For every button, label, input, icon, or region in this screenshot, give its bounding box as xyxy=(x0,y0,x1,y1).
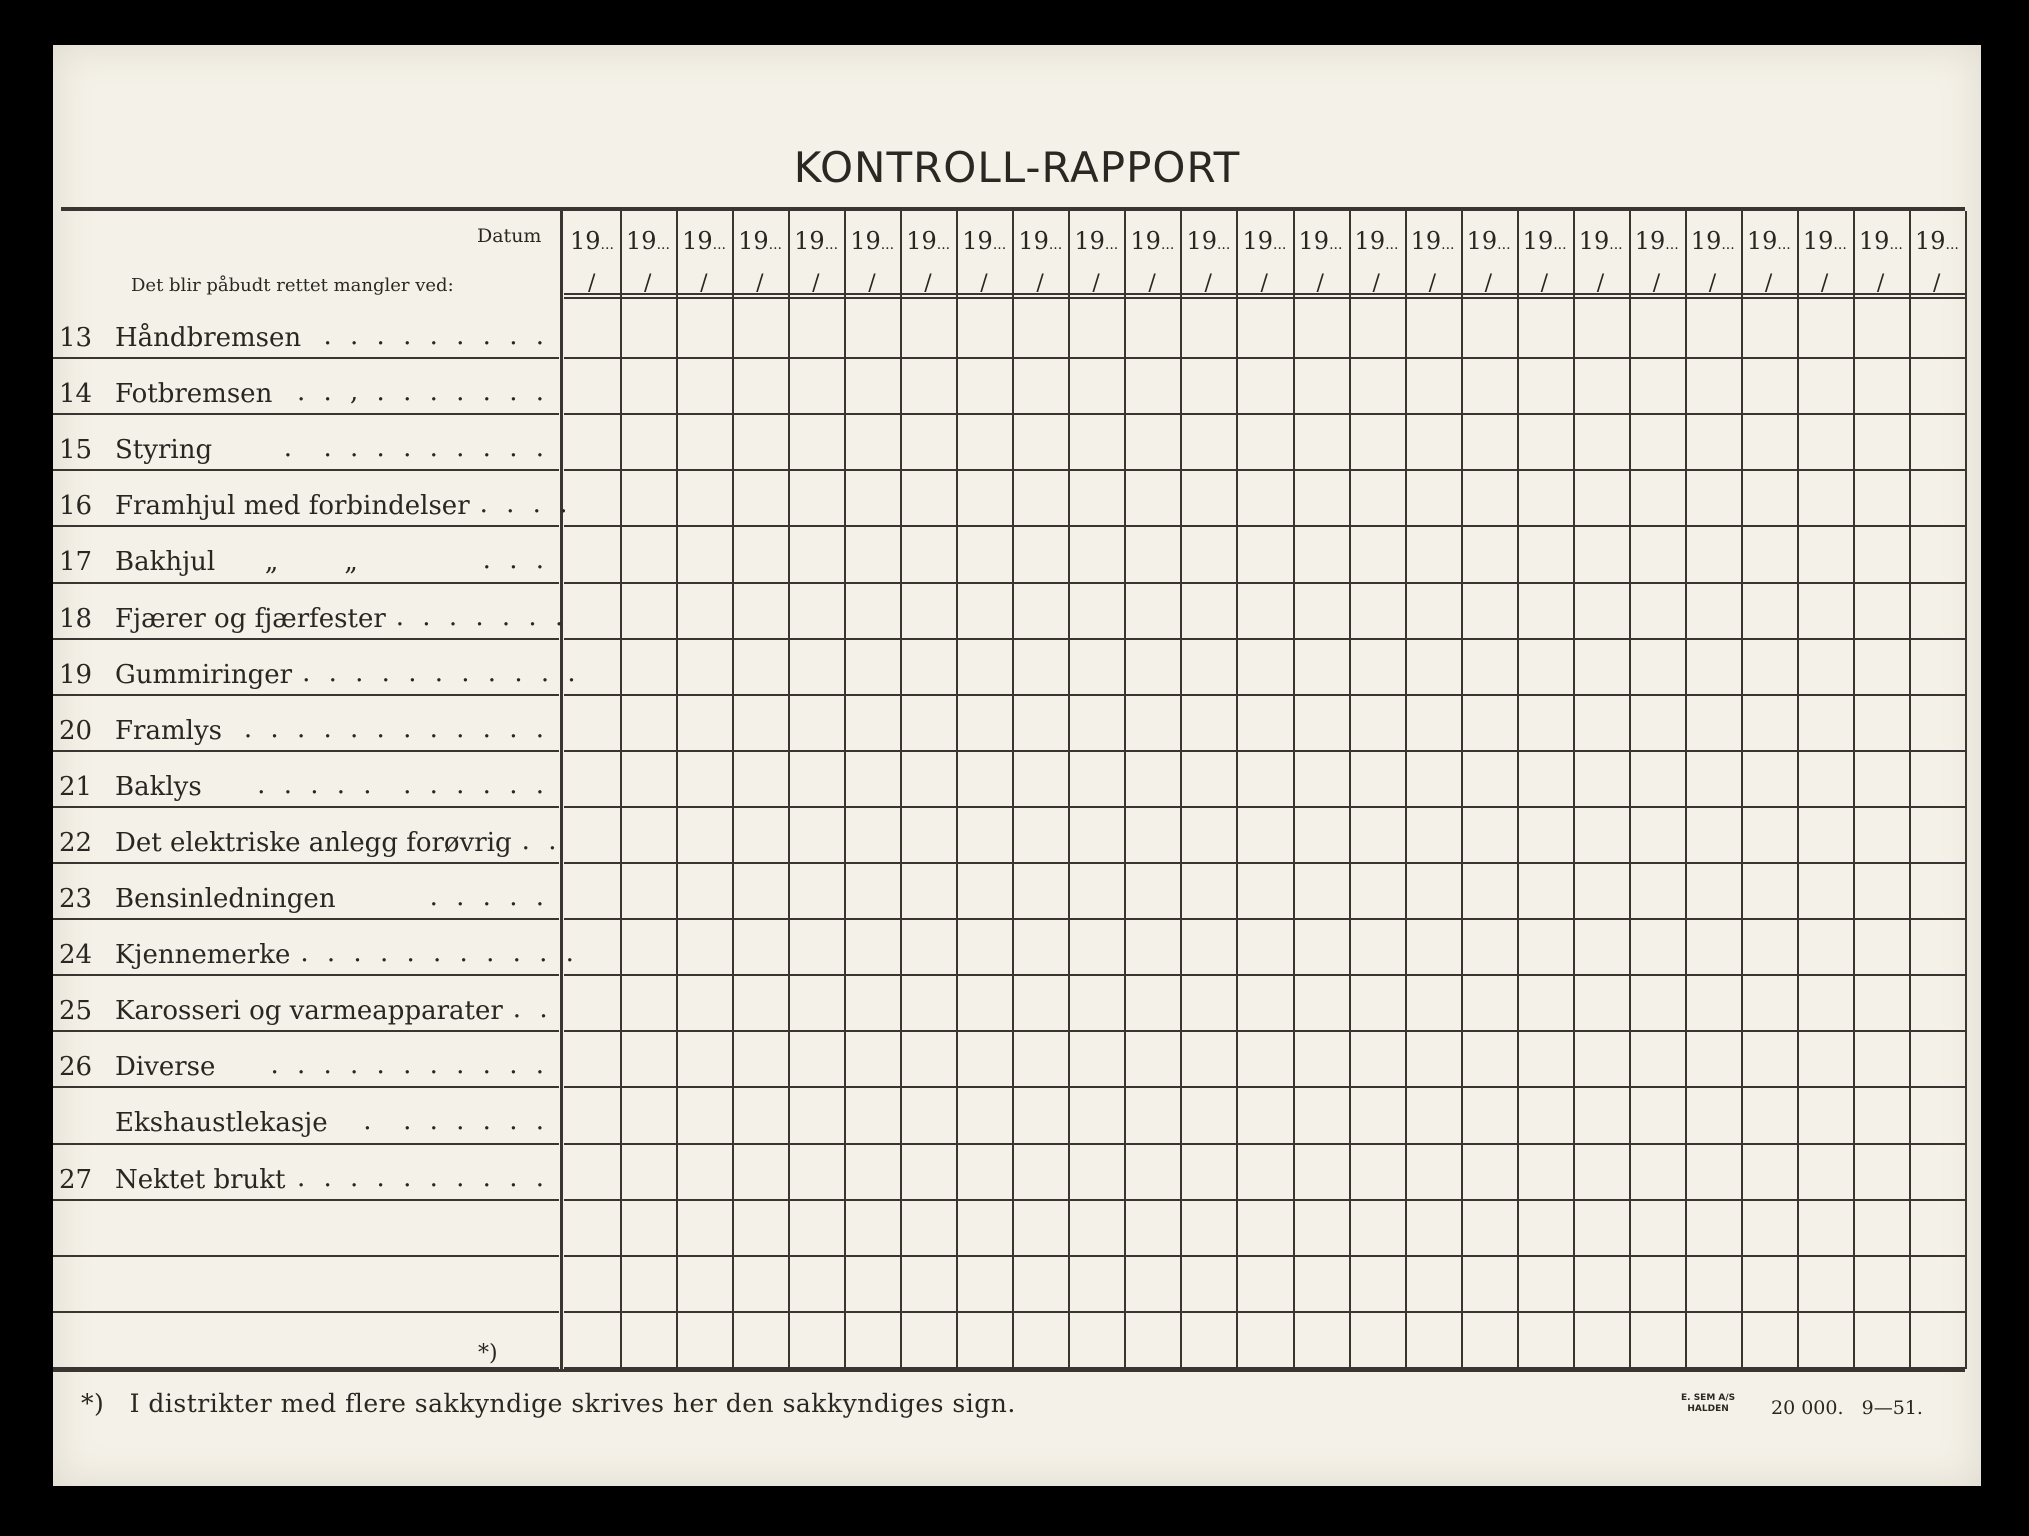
year-prefix: 19 xyxy=(1914,227,1946,255)
date-slash: / xyxy=(644,271,652,296)
year-prefix: 19 xyxy=(1242,227,1274,255)
checklist-row xyxy=(53,808,562,864)
leader-dots: . . . . . . . . . . . xyxy=(257,769,549,800)
footnote: *) I distrikter med flere sakkyndige skrives her den sakkyndiges sign. xyxy=(81,1389,1016,1418)
page-title: KONTROLL-RAPPORT xyxy=(793,143,1241,192)
year-blank: ... xyxy=(824,237,839,253)
year-field xyxy=(1467,227,1511,255)
date-slash: / xyxy=(868,271,876,296)
year-field xyxy=(1018,227,1062,255)
checklist-row xyxy=(53,303,559,359)
year-field xyxy=(1242,227,1286,255)
leader-dots: . . . . . . . . . . xyxy=(296,1162,549,1193)
year-blank: ... xyxy=(1889,237,1903,253)
leader-dots: . . . . . . . . . . . xyxy=(302,657,581,688)
checklist-row xyxy=(53,415,559,471)
grid-column-line xyxy=(676,211,678,1369)
leader-dots: . . . . . . . . . . xyxy=(283,433,549,464)
item-number: 16 xyxy=(59,491,93,522)
grid-column-line xyxy=(620,211,622,1369)
year-blank: ... xyxy=(1441,237,1455,253)
date-slash: / xyxy=(1708,271,1717,296)
date-slash: / xyxy=(1820,271,1829,296)
year-blank: ... xyxy=(1665,237,1679,253)
grid-bottom-rule xyxy=(53,1369,1965,1372)
date-slash: / xyxy=(1204,271,1212,296)
item-label: Karosseri og varmeapparater xyxy=(115,996,503,1027)
grid-row-line xyxy=(564,469,1965,471)
year-blank: ... xyxy=(1945,237,1959,253)
year-field xyxy=(962,227,1006,255)
leader-dots: . . , . . . . . . . xyxy=(296,377,549,408)
checklist-row xyxy=(53,976,559,1032)
item-number: 21 xyxy=(59,771,93,802)
year-field xyxy=(570,227,614,255)
date-slash: / xyxy=(1652,271,1661,296)
grid-row-line xyxy=(564,750,1965,752)
checklist-row xyxy=(53,1257,559,1313)
year-prefix: 19 xyxy=(1690,227,1722,255)
grid-column-line xyxy=(1180,211,1182,1369)
checklist-row xyxy=(53,640,581,696)
year-blank: ... xyxy=(936,237,951,253)
grid-column-line xyxy=(900,211,902,1369)
year-prefix: 19 xyxy=(850,227,881,255)
grid-row-line xyxy=(564,1143,1965,1145)
item-label: Nektet brukt xyxy=(115,1164,286,1195)
year-prefix: 19 xyxy=(682,227,713,255)
header-bottom-rule-2 xyxy=(564,297,1965,299)
checklist-row xyxy=(53,1145,559,1201)
date-slash: / xyxy=(700,271,708,296)
year-field xyxy=(794,227,838,255)
date-slash: / xyxy=(924,271,932,296)
date-slash: / xyxy=(1484,271,1493,296)
item-label: Bakhjul „ „ xyxy=(115,547,358,578)
grid-column-line xyxy=(1909,211,1911,1369)
leader-dots: . . . . . . . . . xyxy=(323,321,549,351)
checklist-row xyxy=(53,584,569,640)
year-prefix: 19 xyxy=(570,227,601,255)
year-prefix: 19 xyxy=(1186,227,1217,255)
leader-dots: . . . . xyxy=(479,489,573,520)
date-slash: / xyxy=(1596,271,1605,296)
year-blank: ... xyxy=(1833,237,1847,253)
year-prefix: 19 xyxy=(1018,227,1049,255)
control-report-card xyxy=(53,45,1981,1486)
year-blank: ... xyxy=(1609,237,1623,253)
grid-column-line xyxy=(1517,211,1519,1369)
year-field xyxy=(1411,227,1455,255)
grid-column-line xyxy=(1124,211,1126,1369)
year-prefix: 19 xyxy=(1522,227,1554,255)
printer-name: E. SEM A/S xyxy=(1681,1393,1736,1403)
grid-row-line xyxy=(564,582,1965,584)
year-prefix: 19 xyxy=(1410,227,1442,255)
grid-column-line xyxy=(1797,211,1799,1369)
year-field xyxy=(1691,227,1735,255)
grid-column-line xyxy=(1573,211,1575,1369)
year-blank: ... xyxy=(656,237,670,253)
year-prefix: 19 xyxy=(906,227,937,255)
checklist-row xyxy=(53,1088,559,1144)
year-prefix: 19 xyxy=(1858,227,1890,255)
year-prefix: 19 xyxy=(1746,227,1778,255)
grid-column-line xyxy=(1293,211,1295,1369)
leader-dots: . . . . . . . . . . . xyxy=(270,1050,549,1081)
grid-row-line xyxy=(564,694,1965,696)
date-slash: / xyxy=(1540,271,1549,296)
grid-column-line xyxy=(1461,211,1463,1369)
year-field xyxy=(1747,227,1791,255)
date-slash: / xyxy=(1372,271,1380,296)
grid-column-line xyxy=(732,211,734,1369)
grid-column-line xyxy=(1685,211,1687,1369)
checklist-row xyxy=(53,864,559,920)
date-slash: / xyxy=(1764,271,1773,296)
date-slash: / xyxy=(588,271,596,296)
year-field xyxy=(1523,227,1567,255)
item-label: Fjærer og fjærfester xyxy=(115,603,386,634)
date-slash: / xyxy=(1036,271,1044,296)
year-blank: ... xyxy=(1216,237,1231,253)
leader-dots: . . . . . xyxy=(429,882,549,912)
year-blank: ... xyxy=(600,237,614,253)
item-label: Bensinledningen xyxy=(115,884,336,914)
year-prefix: 19 xyxy=(1298,227,1330,255)
item-number: 20 xyxy=(59,715,93,746)
checklist-row xyxy=(53,1201,559,1257)
item-label: Ekshaustlekasje xyxy=(115,1108,328,1139)
item-label: Gummiringer xyxy=(115,659,293,690)
year-field xyxy=(1579,227,1623,255)
year-prefix: 19 xyxy=(1634,227,1666,255)
leader-dots: . . . xyxy=(482,545,549,576)
year-prefix: 19 xyxy=(626,227,657,255)
year-field xyxy=(1803,227,1847,255)
item-number: 23 xyxy=(59,884,93,914)
grid-column-line xyxy=(956,211,958,1369)
date-slash: / xyxy=(980,271,988,296)
grid-column-line xyxy=(1236,211,1238,1369)
item-number: 18 xyxy=(59,603,93,634)
grid-row-line xyxy=(564,1086,1965,1088)
grid-row-line xyxy=(564,918,1965,920)
grid-row-line xyxy=(564,413,1965,415)
year-blank: ... xyxy=(1385,237,1399,253)
year-field xyxy=(1635,227,1679,255)
date-slash: / xyxy=(1428,271,1437,296)
year-field xyxy=(626,227,670,255)
grid-row-line xyxy=(564,1030,1965,1032)
year-field xyxy=(1355,227,1399,255)
grid-column-line xyxy=(1853,211,1855,1369)
printer-mark xyxy=(1681,1393,1735,1415)
year-field xyxy=(738,227,782,255)
leader-dots: . . . . . . . xyxy=(395,601,569,632)
year-prefix: 19 xyxy=(794,227,825,255)
year-blank: ... xyxy=(1777,237,1791,253)
checklist-row xyxy=(53,752,559,808)
checklist-row xyxy=(53,359,559,415)
year-blank: ... xyxy=(1104,237,1119,253)
year-blank: ... xyxy=(1160,237,1175,253)
signature-row-marker: *) xyxy=(478,1341,498,1366)
item-label: Framlys xyxy=(115,715,222,746)
grid-row-line xyxy=(564,862,1965,864)
grid-row-line xyxy=(564,1199,1965,1201)
item-number: 19 xyxy=(59,659,93,690)
year-prefix: 19 xyxy=(738,227,769,255)
year-field xyxy=(1915,227,1959,255)
header-subheading: Det blir påbudt rettet mangler ved: xyxy=(131,275,454,296)
leader-dots: . . xyxy=(521,825,562,856)
grid-column-line xyxy=(1012,211,1014,1369)
date-slash: / xyxy=(1092,271,1100,296)
item-number: 14 xyxy=(59,379,93,410)
datum-label: Datum xyxy=(477,225,542,247)
grid-column-line xyxy=(1068,211,1070,1369)
checklist-row xyxy=(53,527,559,583)
item-number: 15 xyxy=(59,435,93,466)
date-slash: / xyxy=(756,271,764,296)
item-number: 13 xyxy=(59,323,93,353)
year-blank: ... xyxy=(1329,237,1343,253)
item-label: Håndbremsen xyxy=(115,323,302,353)
date-slash: / xyxy=(1932,271,1941,296)
year-prefix: 19 xyxy=(1354,227,1386,255)
year-blank: ... xyxy=(992,237,1007,253)
grid-column-line xyxy=(788,211,790,1369)
year-prefix: 19 xyxy=(1578,227,1610,255)
grid-column-line xyxy=(1349,211,1351,1369)
grid-row-line xyxy=(564,525,1965,527)
item-label: Diverse xyxy=(115,1052,216,1083)
leader-dots: . . xyxy=(512,994,553,1025)
grid-row-line xyxy=(564,357,1965,359)
year-prefix: 19 xyxy=(1802,227,1834,255)
item-label: Framhjul med forbindelser xyxy=(115,491,470,522)
grid-row-line xyxy=(564,974,1965,976)
grid-row-line xyxy=(564,638,1965,640)
date-slash: / xyxy=(1316,271,1324,296)
year-field xyxy=(1186,227,1230,255)
year-blank: ... xyxy=(712,237,726,253)
date-slash: / xyxy=(1876,271,1885,296)
grid-column-line xyxy=(1965,211,1967,1369)
printer-city: HALDEN xyxy=(1687,1404,1729,1414)
item-number: 22 xyxy=(59,827,93,858)
year-field xyxy=(1859,227,1903,255)
year-blank: ... xyxy=(1553,237,1567,253)
item-label: Det elektriske anlegg forøvrig xyxy=(115,827,512,858)
year-prefix: 19 xyxy=(1466,227,1498,255)
checklist-row xyxy=(53,1032,559,1088)
year-field xyxy=(850,227,894,255)
item-label: Baklys xyxy=(115,771,202,802)
year-field xyxy=(1130,227,1174,255)
checklist-row xyxy=(53,696,559,752)
item-number: 17 xyxy=(59,547,93,578)
year-blank: ... xyxy=(768,237,783,253)
item-number: 26 xyxy=(59,1052,93,1083)
year-prefix: 19 xyxy=(962,227,993,255)
checklist-row xyxy=(53,471,573,527)
item-number: 24 xyxy=(59,940,93,971)
item-label: Styring xyxy=(115,435,213,466)
print-run-info: 20 000. 9—51. xyxy=(1771,1397,1923,1419)
item-number: 27 xyxy=(59,1164,93,1195)
grid-row-line xyxy=(564,806,1965,808)
year-prefix: 19 xyxy=(1130,227,1161,255)
year-blank: ... xyxy=(1048,237,1063,253)
grid-row-line xyxy=(564,1311,1965,1313)
year-blank: ... xyxy=(1721,237,1735,253)
year-field xyxy=(906,227,950,255)
year-blank: ... xyxy=(1497,237,1511,253)
year-blank: ... xyxy=(1273,237,1287,253)
year-field xyxy=(1299,227,1343,255)
leader-dots: . . . . . . . . . . . . xyxy=(243,713,549,744)
date-slash: / xyxy=(1148,271,1156,296)
grid-column-line xyxy=(1405,211,1407,1369)
grid-column-line xyxy=(1629,211,1631,1369)
date-slash: / xyxy=(1260,271,1268,296)
item-label: Kjennemerke xyxy=(115,940,291,971)
year-prefix: 19 xyxy=(1074,227,1105,255)
leader-dots: . . . . . . . . . . . xyxy=(300,938,579,969)
item-label: Fotbremsen xyxy=(115,379,273,410)
item-number: 25 xyxy=(59,996,93,1027)
leader-dots: . . . . . . . xyxy=(363,1106,549,1137)
checklist-row xyxy=(53,920,579,976)
grid-column-line xyxy=(844,211,846,1369)
date-slash: / xyxy=(812,271,820,296)
year-field xyxy=(1074,227,1118,255)
grid-row-line xyxy=(564,1255,1965,1257)
grid-column-line xyxy=(1741,211,1743,1369)
year-field xyxy=(682,227,726,255)
label-separator xyxy=(560,207,563,1369)
year-blank: ... xyxy=(880,237,895,253)
